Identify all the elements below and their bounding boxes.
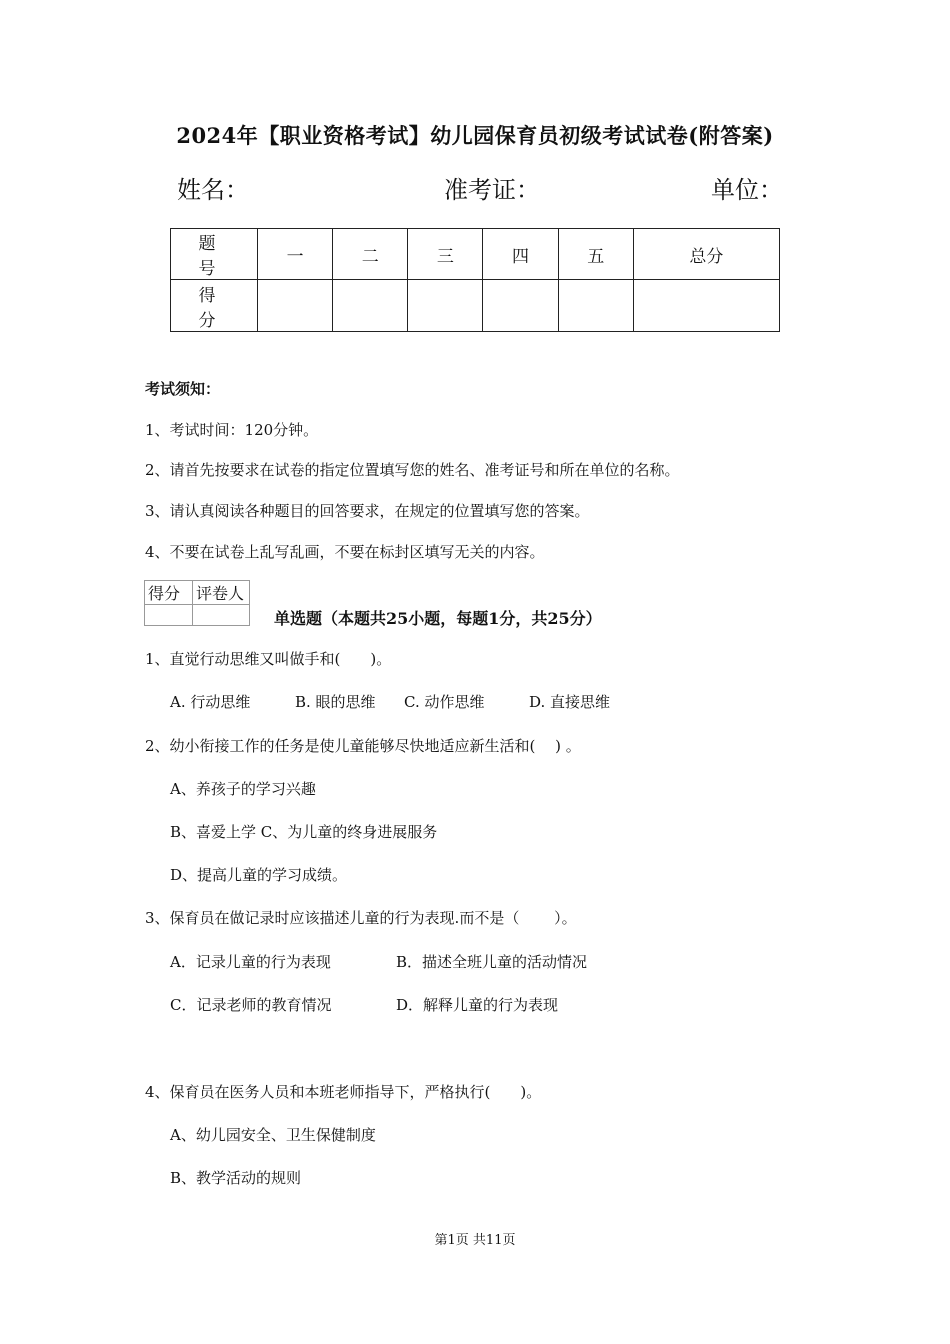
score-table-cell: 一 bbox=[258, 229, 333, 280]
score-table-cell: 题 号 bbox=[171, 229, 258, 280]
score-entry-cell bbox=[483, 280, 558, 332]
score-table-cell: 得 分 bbox=[171, 280, 258, 332]
score-table-cell: 四 bbox=[483, 229, 558, 280]
score-table-header-row bbox=[171, 229, 780, 280]
grader-box-grader-label: 评卷人 bbox=[193, 581, 250, 605]
score-entry-cell bbox=[558, 280, 633, 332]
note-item: 3、请认真阅读各种题目的回答要求，在规定的位置填写您的答案。 bbox=[145, 502, 590, 520]
score-entry-cell bbox=[633, 280, 779, 332]
score-entry-cell bbox=[408, 280, 483, 332]
notes-title: 考试须知： bbox=[145, 380, 221, 398]
question-option: C．记录老师的教育情况 bbox=[170, 996, 332, 1014]
question-option: B．描述全班儿童的活动情况 bbox=[396, 953, 588, 971]
exam-id-field-label: 准考证： bbox=[444, 176, 540, 204]
page-title: 2024年【职业资格考试】幼儿园保育员初级考试试卷(附答案) bbox=[176, 123, 774, 148]
question-option: A、养孩子的学习兴趣 bbox=[170, 780, 316, 798]
score-table-cell: 总分 bbox=[633, 229, 779, 280]
question-option: A．记录儿童的行为表现 bbox=[170, 953, 331, 971]
question-option: B、教学活动的规则 bbox=[170, 1169, 302, 1187]
score-table-cell: 三 bbox=[408, 229, 483, 280]
question-option: D．解释儿童的行为表现 bbox=[396, 996, 559, 1014]
section-heading: 单选题（本题共25小题，每题1分，共25分） bbox=[274, 609, 602, 628]
grader-box-score-label: 得分 bbox=[145, 581, 193, 605]
score-table-score-row bbox=[171, 280, 780, 332]
question-option: D. 直接思维 bbox=[529, 693, 611, 711]
score-table-cell: 五 bbox=[558, 229, 633, 280]
question-option: B、喜爱上学 C、为儿童的终身进展服务 bbox=[170, 823, 438, 841]
score-entry-cell bbox=[258, 280, 333, 332]
question-option: C. 动作思维 bbox=[404, 693, 485, 711]
note-item: 1、考试时间：120分钟。 bbox=[145, 421, 319, 439]
score-table-cell: 二 bbox=[333, 229, 408, 280]
page-footer: 第1页 共11页 bbox=[434, 1233, 516, 1248]
grader-box bbox=[144, 580, 250, 626]
unit-field-label: 单位： bbox=[711, 176, 783, 204]
question-stem: 1、直觉行动思维又叫做手和( )。 bbox=[145, 650, 392, 668]
question-stem: 2、幼小衔接工作的任务是使儿童能够尽快地适应新生活和( ) 。 bbox=[145, 737, 581, 755]
name-field-label: 姓名： bbox=[177, 176, 249, 204]
grader-box-cell bbox=[145, 605, 193, 626]
question-option: D、提高儿童的学习成绩。 bbox=[170, 866, 348, 884]
question-option: B. 眼的思维 bbox=[295, 693, 376, 711]
grader-box-cell bbox=[193, 605, 250, 626]
question-option: A. 行动思维 bbox=[170, 693, 251, 711]
question-stem: 3、保育员在做记录时应该描述儿童的行为表现.而不是（ ）。 bbox=[145, 909, 577, 927]
note-item: 2、请首先按要求在试卷的指定位置填写您的姓名、准考证号和所在单位的名称。 bbox=[145, 461, 680, 479]
question-stem: 4、保育员在医务人员和本班老师指导下，严格执行( )。 bbox=[145, 1083, 542, 1101]
score-entry-cell bbox=[333, 280, 408, 332]
question-option: A、幼儿园安全、卫生保健制度 bbox=[170, 1126, 376, 1144]
note-item: 4、不要在试卷上乱写乱画，不要在标封区填写无关的内容。 bbox=[145, 543, 545, 561]
score-table bbox=[170, 228, 780, 332]
